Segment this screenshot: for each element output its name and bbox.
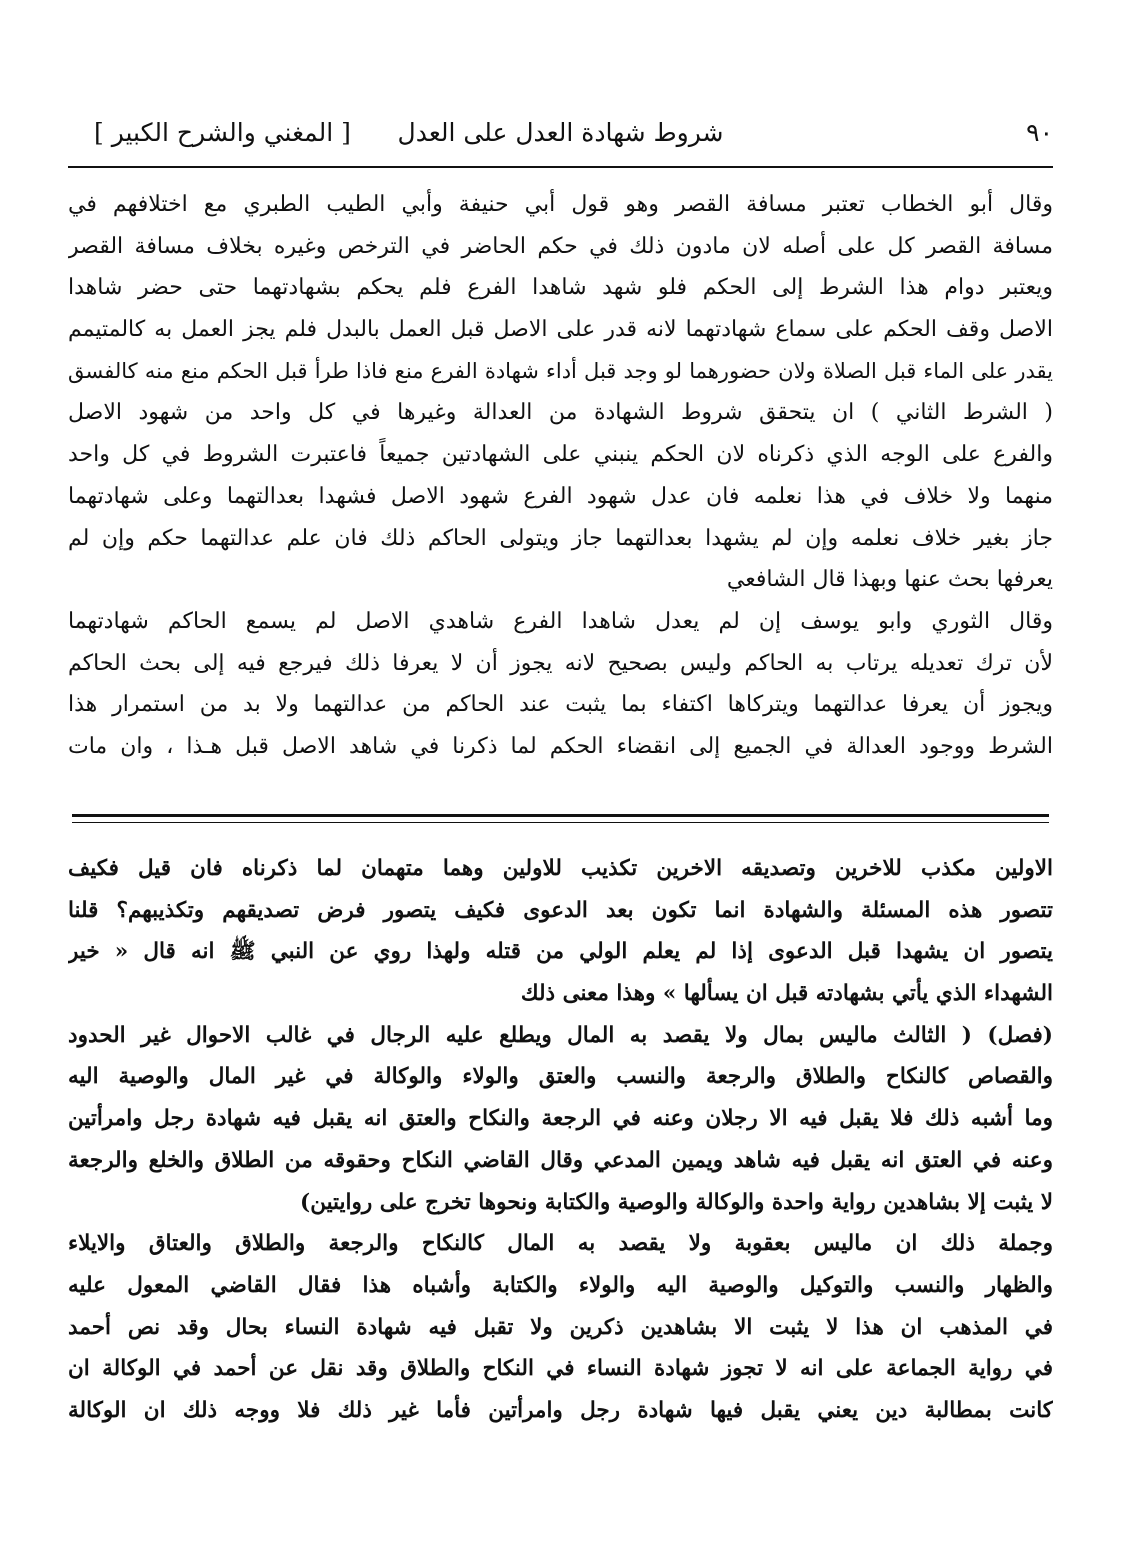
text-line: ويجوز أن يعرفا عدالتهما ويتركاها اكتفاء بما يثبت عند الحاكم من عدالتهما ولا بد من استمرار هذا <box>68 692 1053 718</box>
text-line: في المذهب ان هذا لا يثبت الا بشاهدين ذكرين ولا تقبل فيه شهادة النساء بحال وقد نص أحمد <box>68 1314 1053 1340</box>
text-line: تتصور هذه المسئلة والشهادة انما تكون بعد الدعوى فكيف يتصور فرض تصديقهم وتكذيبهم؟ قلنا <box>68 897 1053 923</box>
text-line: (فصل) ( الثالث ماليس بمال ولا يقصد به المال ويطلع عليه الرجال في غالب الاحوال غير الحدود <box>68 1022 1053 1048</box>
section-separator <box>72 814 1049 817</box>
text-line: وقال أبو الخطاب تعتبر مسافة القصر وهو قول أبي حنيفة وأبي الطيب الطبري مع اختلافهم في <box>68 192 1053 217</box>
text-line: الشرط ووجود العدالة في الجميع إلى انقضاء الحكم لما ذكرنا في شاهد الاصل قبل هـذا ، وان مات <box>68 733 1053 759</box>
text-line: والفرع على الوجه الذي ذكرناه لان الحكم ينبني على الشهادتين جميعاً فاعتبرت الشروط في كل واحد <box>68 442 1053 468</box>
lower-text-block <box>68 848 1053 1432</box>
text-line: في رواية الجماعة على انه لا تجوز شهادة النساء في النكاح والطلاق وقد نقل عن أحمد في الوكالة ان <box>68 1356 1053 1382</box>
text-line: الاولين مكذب للاخرين وتصديقه الاخرين تكذيب للاولين وهما متهمان لما ذكرناه فان قيل فكيف <box>68 856 1053 881</box>
text-line: وقال الثوري وابو يوسف إن لم يعدل شاهدا الفرع شاهدي الاصل لم يسمع الحاكم شهادتهما <box>68 608 1053 634</box>
page-header <box>68 118 1053 162</box>
text-line: والقصاص كالنكاح والطلاق والرجعة والنسب والعتق والولاء والوكالة في غير المال والوصية اليه <box>68 1064 1053 1090</box>
text-line: منهما ولا خلاف في هذا نعلمه فان عدل شهود الفرع شهود الاصل فشهدا بعدالتهما وعلى شهادتهما <box>68 483 1053 509</box>
text-line: جاز بغير خلاف نعلمه وإن لم يشهدا بعدالتهما جاز ويتولى الحاكم ذلك فان علم عدالتهما حكم وإن لم <box>68 525 1053 551</box>
section-separator-thin <box>72 822 1049 823</box>
text-line: والظهار والنسب والتوكيل والوصية اليه والولاء والكتابة وأشباه هذا فقال القاضي المعول عليه <box>68 1272 1053 1298</box>
text-line: وعنه في العتق انه يقبل فيه شاهد ويمين المدعي وقال القاضي النكاح وحقوقه من الطلاق والخلع والرجعة <box>68 1147 1053 1173</box>
text-line: لا يثبت إلا بشاهدين رواية واحدة والوكالة والوصية والكتابة ونحوها تخرج على روايتين) <box>300 1189 1053 1215</box>
text-line: الشهداء الذي يأتي بشهادته قبل ان يسألها » وهذا معنى ذلك <box>520 981 1053 1007</box>
text-line: كانت بمطالبة دين يعني يقبل فيها شهادة رجل وامرأتين فأما غير ذلك فلا ووجه ذلك ان الوكالة <box>68 1397 1053 1423</box>
running-title: شروط شهادة العدل على العدل <box>397 118 724 147</box>
upper-text-block <box>68 184 1053 768</box>
text-line: يقدر على الماء قبل الصلاة ولان حضورهما لو وجد قبل أداء شهادة الفرع منع فاذا طرأ قبل الحكم منع منه كالفسق <box>68 358 1053 383</box>
text-line: يتصور ان يشهدا قبل الدعوى إذا لم يعلم الولي من قتله ولهذا روي عن النبي ﷺ انه قال « خير <box>68 939 1053 965</box>
text-line: ويعتبر دوام هذا الشرط إلى الحكم فلو شهد شاهدا الفرع فلم يحكم بشهادتهما حتى حضر شاهدا <box>68 275 1053 301</box>
text-line: وما أشبه ذلك فلا يقبل فيه الا رجلان وعنه في الرجعة والنكاح والعتق انه يقبل فيه شهادة رجل وامرأتين <box>68 1106 1053 1132</box>
text-line: لأن ترك تعديله يرتاب به الحاكم وليس بصحيح لانه يجوز أن لا يعرفا ذلك فيرجع فيه إلى بحث الحاكم <box>68 650 1053 676</box>
text-line: الاصل وقف الحكم على سماع شهادتهما لانه قدر على الاصل قبل العمل بالبدل فلم يجز العمل به كالمتيمم <box>68 317 1053 343</box>
text-line: وجملة ذلك ان ماليس بعقوبة ولا يقصد به المال كالنكاح والرجعة والطلاق والعتاق والايلاء <box>68 1231 1053 1257</box>
header-rule <box>68 166 1053 168</box>
text-line: مسافة القصر كل على أصله لان مادون ذلك في حكم الحاضر في الترخص وغيره بخلاف مسافة القصر <box>68 233 1053 259</box>
page-number: ٩٠ <box>1026 118 1053 147</box>
text-line: ( الشرط الثاني ) ان يتحقق شروط الشهادة من العدالة وغيرها في كل واحد من شهود الاصل <box>68 400 1053 426</box>
book-title: [ المغني والشرح الكبير ] <box>94 118 351 147</box>
text-line: يعرفها بحث عنها وبهذا قال الشافعي <box>726 567 1053 593</box>
